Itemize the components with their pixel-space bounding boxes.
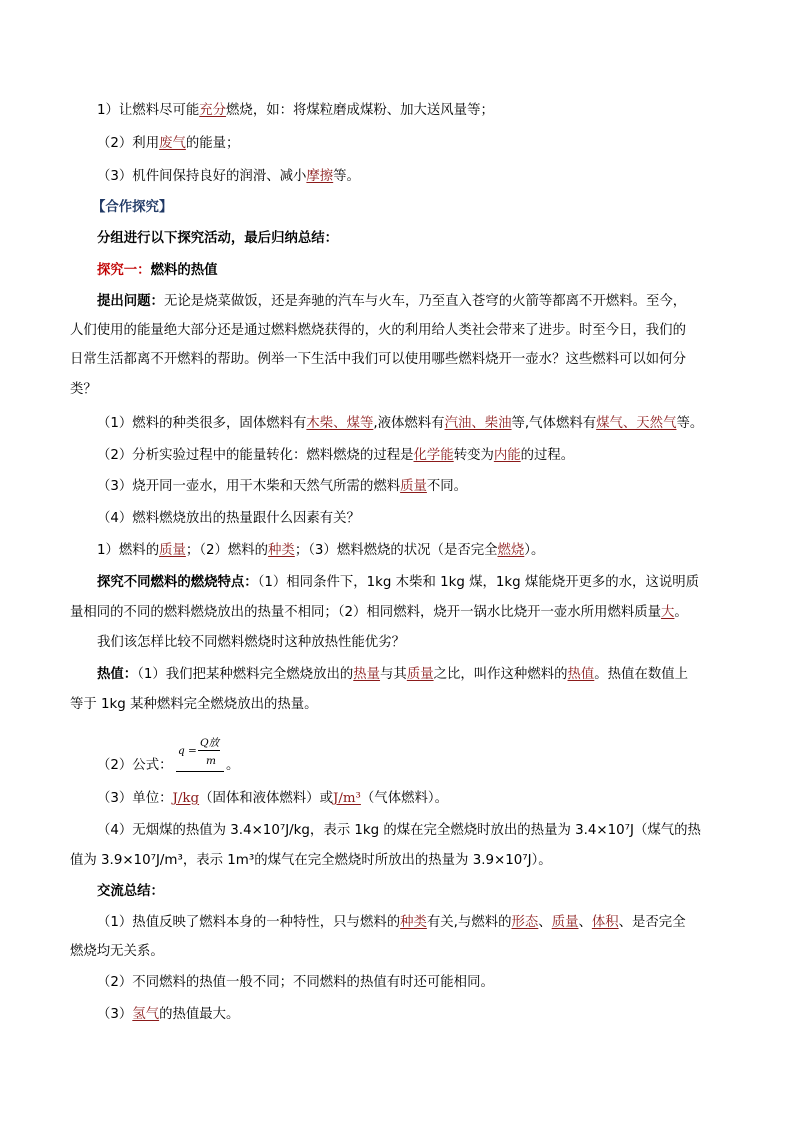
heat-factors: 1）燃料的质量；（2）燃料的种类；（3）燃料燃烧的状况（是否完全燃烧）。: [97, 543, 545, 558]
method-item-3: （3）机件间保持良好的润滑、减小摩擦等。: [97, 169, 360, 184]
heat-value-def: 热值：（1）我们把某种燃料完全燃烧放出的热量与其质量之比，叫作这种燃料的热值。热值在数值上: [97, 667, 689, 682]
question-line-4: 类？: [70, 382, 97, 397]
unit-line: （3）单位：J/kg（固体和液体燃料）或J/m³（气体燃料）。: [97, 791, 448, 806]
heat-factors-question: （4）燃料燃烧放出的热量跟什么因素有关？: [97, 511, 360, 526]
formula-q: q: [178, 745, 185, 757]
energy-conversion: （2）分析实验过程中的能量转化：燃料燃烧的过程是化学能转变为内能的过程。: [97, 448, 575, 463]
formula-label: （2）公式：: [97, 758, 173, 773]
method-item-2: （2）利用废气的能量；: [97, 136, 240, 151]
fraction-bar: [198, 750, 220, 751]
fuel-mass: （3）烧开同一壶水，用干木柴和天然气所需的燃料质量不同。: [97, 479, 468, 494]
fuel-types: （1）燃料的种类很多，固体燃料有木柴、煤等,液体燃料有汽油、柴油等,气体燃料有煤气、天然气等。: [97, 416, 704, 431]
compare-question: 我们该怎样比较不同燃料燃烧时这种放热性能优劣？: [97, 635, 405, 650]
feature-line-2: 量相同的不同的燃料燃烧放出的热量不相同；（2）相同燃料，烧开一锅水比烧开一壶水所用燃料质量大。: [70, 605, 688, 620]
question-line-3: 日常生活都离不开燃料的帮助。例举一下生活中我们可以使用哪些燃料烧开一壶水？这些燃料可以如何分: [70, 352, 686, 367]
example-line-1: （4）无烟煤的热值为 3.4×10⁷J/kg，表示 1kg 的煤在完全燃烧时放出的热量为 3.4×10⁷J（煤气的热: [97, 823, 701, 838]
formula-denominator: m: [206, 755, 216, 767]
heat-value-def-2: 等于 1kg 某种燃料完全燃烧放出的热量。: [70, 697, 318, 712]
formula-numerator: Q放: [200, 737, 220, 749]
formula-tail: 。: [226, 758, 240, 773]
feature-line-1: 探究不同燃料的燃烧特点：（1）相同条件下，1kg 木柴和 1kg 煤，1kg 煤能烧开更多的水，这说明质: [97, 575, 700, 590]
blank-answer: 摩擦: [306, 169, 334, 184]
question-line-1: 提出问题：无论是烧菜做饭，还是奔驰的汽车与火车，乃至直入苍穹的火箭等都离不开燃料。至今，: [97, 294, 687, 309]
section-heading-coop: 【合作探究】: [92, 200, 173, 215]
formula-underline: [176, 771, 224, 772]
blank-answer: 废气: [159, 136, 186, 151]
group-instruction: 分组进行以下探究活动，最后归纳总结：: [97, 231, 339, 246]
example-line-2: 值为 3.9×10⁷J/m³，表示 1m³的煤气在完全燃烧时所放出的热量为 3.9×10⁷J）。: [70, 853, 552, 868]
question-line-2: 人们使用的能量绝大部分还是通过燃料燃烧获得的，火的利用给人类社会带来了进步。时至今日，我们的: [70, 323, 686, 338]
blank-answer: 充分: [199, 103, 227, 118]
summary-item-1: （1）热值反映了燃料本身的一种特性，只与燃料的种类有关,与燃料的形态、质量、体积、是否完全: [97, 915, 686, 930]
summary-heading: 交流总结：: [97, 884, 164, 899]
summary-item-3: （3）氢气的热值最大。: [97, 1007, 240, 1022]
heat-value-formula: [176, 733, 226, 773]
summary-item-1-cont: 燃烧均无关系。: [70, 944, 164, 959]
summary-item-2: （2）不同燃料的热值一般不同；不同燃料的热值有时还可能相同。: [97, 975, 494, 990]
method-item-1: 1）让燃料尽可能充分燃烧，如：将煤粒磨成煤粉、加大送风量等；: [97, 103, 494, 118]
formula-equals: =: [188, 745, 197, 757]
inquiry-heading: 探究一：燃料的热值: [97, 263, 218, 278]
